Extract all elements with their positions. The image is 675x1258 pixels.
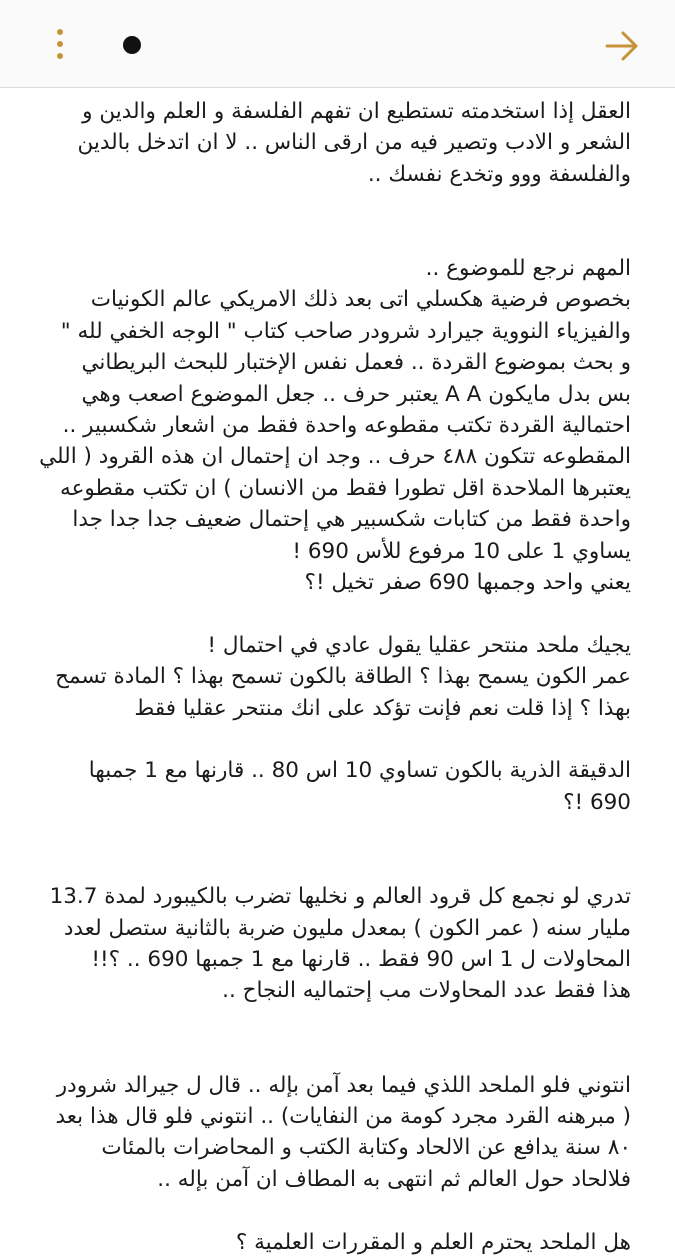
post-body (0, 96, 675, 1255)
text-line: بخصوص فرضية هكسلي اتى بعد ذلك الامريكي عالم الكونيات (90, 287, 631, 313)
text-line: واحدة فقط من كتابات شكسبير هي إحتمال ضعيف جدا جدا جدا (72, 507, 631, 533)
paragraph-question (46, 1227, 631, 1258)
forward-button[interactable] (600, 24, 644, 68)
top-app-bar (0, 0, 675, 88)
text-line: انتوني فلو الملحد اللذي فيما بعد آمن بإله .. قال ل جيرالد شرودر (56, 1072, 631, 1098)
text-line: يعتبرها الملاحدة اقل تطورا فقط من الانسان ) ان تكتب مقطوعه (60, 475, 631, 501)
paragraph-spacer (46, 598, 631, 629)
text-line: 690 !؟ (563, 789, 631, 815)
paragraph-spacer (46, 724, 631, 755)
paragraph-spacer (46, 1007, 631, 1070)
text-line: الدقيقة الذرية بالكون تساوي 10 اس 80 .. قارنها مع 1 جمبها (88, 758, 631, 784)
paragraph-spacer (46, 1195, 631, 1226)
text-line: والفلسفة ووو وتخدع نفسك .. (367, 161, 631, 187)
text-line: هل الملحد يحترم العلم و المقررات العلمية ؟ (235, 1229, 631, 1255)
paragraph-spacer (46, 190, 631, 253)
text-line: هذا فقط عدد المحاولات مب إحتماليه النجاح .. (222, 978, 631, 1004)
paragraph-atomic-minute (46, 755, 631, 818)
text-line: و بحث بموضوع القردة .. فعمل نفس الإختبار للبحث البريطاني (81, 350, 631, 376)
text-line: والفيزياء النووية جيرارد شرودر صاحب كتاب " الوجه الخفي لله " (60, 318, 631, 344)
text-line: يعني واحد وجمبها 690 صفر تخيل !؟ (304, 570, 631, 596)
paragraph-antony-flew (46, 1070, 631, 1196)
text-line: فلالحاد حول العالم ثم انتهى به المطاف ان آمن بإله .. (157, 1166, 631, 1192)
text-line: المحاولات ل 1 اس 90 فقط .. قارنها مع 1 جمبها 690 .. ؟!! (91, 946, 631, 972)
more-vertical-icon (57, 29, 63, 35)
text-line: عمر الكون يسمح بهذا ؟ الطاقة بالكون تسمح بهذا ؟ المادة تسمح (55, 664, 631, 690)
text-line: تدري لو نجمع كل قرود العالم و نخليها تضرب بالكيبورد لمدة 13.7 (49, 884, 631, 910)
more-vertical-icon-dot-2 (57, 41, 63, 47)
paragraph-monkey-theorem (39, 253, 631, 598)
paragraph-spacer (46, 818, 631, 881)
text-line: احتمالية القردة تكتب مقطوعه واحدة فقط من اشعار شكسبير .. (62, 413, 631, 439)
status-dot-indicator (123, 36, 141, 54)
text-line: بس بدل مايكون A A يعتبر حرف .. جعل الموضوع اصعب وهي (81, 381, 631, 407)
text-line: المهم نرجع للموضوع .. (425, 256, 631, 282)
paragraph-atheist-claim (46, 630, 631, 724)
text-line: ٨٠ سنة يدافع عن الالحاد وكتابة الكتب و المحاضرات بالمئات (101, 1135, 631, 1161)
text-line: ( مبرهنه القرد مجرد كومة من النفايات) .. انتوني فلو قال هذا بعد (55, 1103, 631, 1129)
text-line: يساوي 1 على 10 مرفوع للأس 690 ! (292, 538, 631, 564)
text-line: مليار سنه ( عمر الكون ) بمعدل مليون ضربة بالثانية ستصل لعدد (63, 915, 631, 941)
paragraph-intro (46, 96, 631, 190)
text-line: بهذا ؟ إذا قلت نعم فإنت تؤكد على انك منتحر عقليا فقط (134, 695, 631, 721)
paragraph-monkeys-keyboard (46, 881, 631, 1007)
text-line: الشعر و الادب وتصير فيه من ارقى الناس .. لا ان اتدخل بالدين (77, 130, 631, 156)
more-vertical-icon-dot-3 (57, 53, 63, 59)
text-line: يجيك ملحد منتحر عقليا يقول عادي في احتمال ! (207, 632, 631, 658)
arrow-right-icon (600, 24, 644, 68)
text-line: العقل إذا استخدمته تستطيع ان تفهم الفلسفة و العلم والدين و (82, 99, 631, 124)
more-options-button[interactable] (44, 20, 76, 68)
text-line: المقطوعه تتكون ٤٨٨ حرف .. وجد ان إحتمال ان هذه القرود ( اللي (39, 444, 631, 470)
